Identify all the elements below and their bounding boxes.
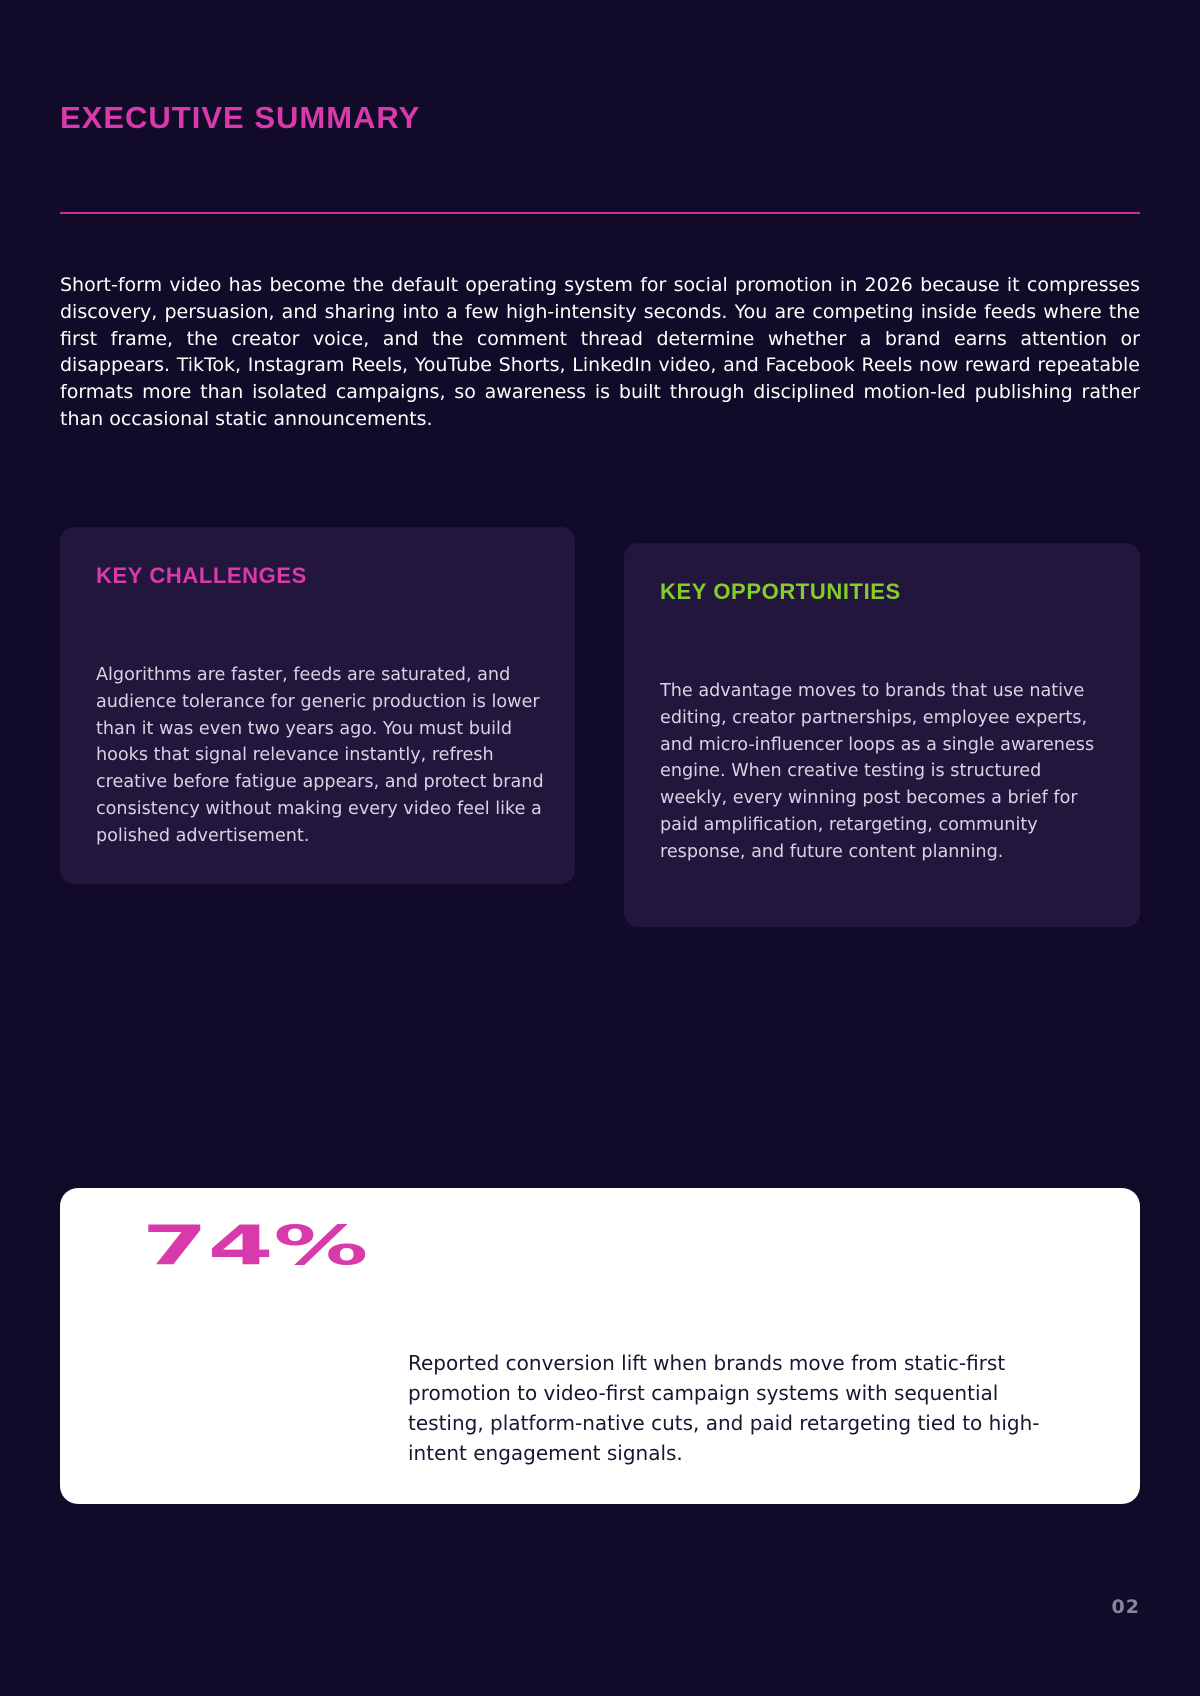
key-challenges-title: KEY CHALLENGES	[96, 563, 307, 588]
stat-callout	[60, 1188, 1140, 1504]
stat-description: Reported conversion lift when brands move from static-first promotion to video-first campaign systems with sequential testing, platform-native cuts, and paid retargeting tied to high-intent engagement signals.	[408, 1351, 1040, 1465]
page-title: EXECUTIVE SUMMARY	[60, 100, 421, 135]
key-opportunities-body: The advantage moves to brands that use native editing, creator partnerships, employee experts, and micro-influencer loops as a single awareness engine. When creative testing is structured weekly, every winning post becomes a brief for paid amplification, retargeting, community response, and future content planning.	[660, 681, 1095, 862]
key-challenges-body: Algorithms are faster, feeds are saturated, and audience tolerance for generic production is lower than it was even two years ago. You must build hooks that signal relevance instantly, refresh creative before fatigue appears, and protect brand consistency without making every video feel like a polished advertisement.	[96, 665, 544, 846]
title-divider	[60, 212, 1140, 214]
key-opportunities-title: KEY OPPORTUNITIES	[660, 579, 901, 604]
stat-value: 74%	[142, 1213, 369, 1278]
page-number: 02	[1111, 1596, 1140, 1618]
intro-paragraph: Short-form video has become the default operating system for social promotion in 2026 because it compresses discovery, persuasion, and sharing into a few high-intensity seconds. You are competing inside feeds where the first frame, the creator voice, and the comment thread determine whether a brand earns attention or disappears. TikTok, Instagram Reels, YouTube Shorts, LinkedIn video, and Facebook Reels now reward repeatable formats more than isolated campaigns, so awareness is built through disciplined motion-led publishing rather than occasional static announcements.	[60, 274, 1140, 430]
key-opportunities-card	[624, 543, 1140, 927]
key-challenges-card	[60, 527, 575, 884]
